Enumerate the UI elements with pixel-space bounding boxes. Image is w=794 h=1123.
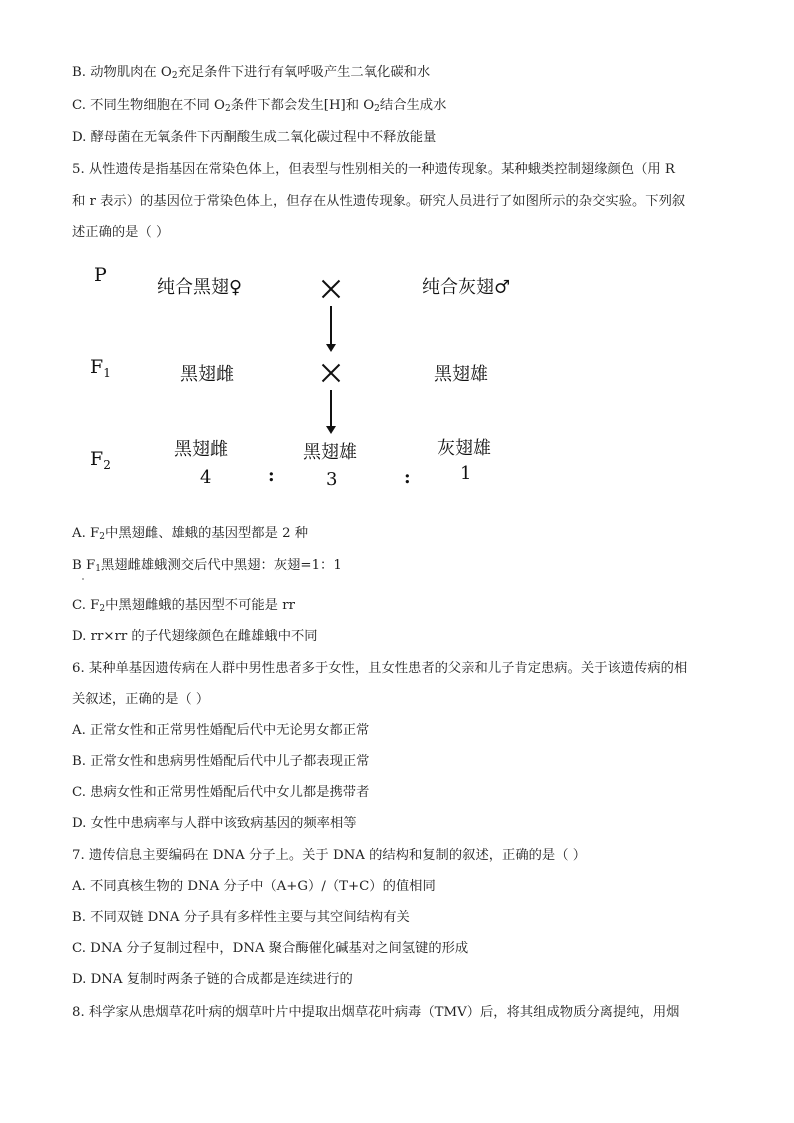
- arrow-down-1: [330, 306, 332, 346]
- question-7-option-c: C. DNA 分子复制过程中，DNA 聚合酶催化碱基对之间氢键的形成: [72, 941, 469, 956]
- question-7-option-a: A. 不同真核生物的 DNA 分子中（A+G）/（T+C）的值相同: [72, 879, 436, 894]
- question-5-stem-1: 5. 从性遗传是指基因在常染色体上，但表型与性别相关的一种遗传现象。某种蛾类控制翅缘颜色（用 R: [72, 162, 675, 177]
- question-5-option-d: D. rr×rr 的子代翅缘颜色在雌雄蛾中不同: [72, 629, 318, 644]
- ratio-value-a: 4: [200, 467, 212, 488]
- f2-black-male-label: 黑翅雄: [303, 442, 357, 463]
- f1-female-label: 黑翅雌: [180, 364, 234, 385]
- question-5-option-c: C. $F_2$中黑翅雌蛾的基因型不可能是 rr: [72, 598, 295, 614]
- cross-symbol-1: [321, 279, 341, 299]
- arrow-down-2: [330, 390, 332, 428]
- f2-grey-male-label: 灰翅雄: [437, 438, 491, 459]
- question-5-stem-3: 述正确的是（ ）: [72, 225, 170, 240]
- question-6-option-a: A. 正常女性和正常男性婚配后代中无论男女都正常: [72, 723, 370, 738]
- question-6-stem-2: 关叙述，正确的是（ ）: [72, 692, 210, 707]
- question-5-stem-2: 和 r 表示）的基因位于常染色体上，但存在从性遗传现象。研究人员进行了如图所示的杂交实验。下列叙: [72, 194, 686, 209]
- question-7-option-b: B. 不同双链 DNA 分子具有多样性主要与其空间结构有关: [72, 910, 410, 925]
- question-5-option-b: B $F_1$黑翅雌雄蛾测交后代中黑翅：灰翅=1：1: [72, 558, 342, 574]
- question-6-stem-1: 6. 某种单基因遗传病在人群中男性患者多于女性，且女性患者的父亲和儿子肯定患病。关于该遗传病的相: [72, 661, 688, 676]
- question-5-option-a: A. $F_2$中黑翅雌、雄蛾的基因型都是 2 种: [72, 526, 309, 542]
- option-d-line: D. 酵母菌在无氧条件下丙酮酸生成二氧化碳过程中不释放能量: [72, 130, 437, 145]
- question-8-stem: 8. 科学家从患烟草花叶病的烟草叶片中提取出烟草花叶病毒（TMV）后，将其组成物质分离提纯，用烟: [72, 1005, 680, 1020]
- ratio-colon-1: :: [268, 465, 275, 486]
- generation-f1-label: $F_1$: [90, 356, 111, 380]
- question-7-option-d: D. DNA 复制时两条子链的合成都是连续进行的: [72, 972, 353, 987]
- option-b-line: B. 动物肌肉在 $O_2$充足条件下进行有氧呼吸产生二氧化碳和水: [72, 65, 431, 81]
- ratio-colon-2: :: [404, 467, 411, 488]
- question-6-option-d: D. 女性中患病率与人群中该致病基因的频率相等: [72, 816, 357, 831]
- f1-male-label: 黑翅雄: [434, 364, 488, 385]
- option-c-line: C. 不同生物细胞在不同 $O_2$条件下都会发生[H]和 $O_2$结合生成水: [72, 98, 447, 114]
- stray-dot: [82, 578, 84, 580]
- question-6-option-c: C. 患病女性和正常男性婚配后代中女儿都是携带者: [72, 785, 370, 800]
- question-6-option-b: B. 正常女性和患病男性婚配后代中儿子都表现正常: [72, 754, 370, 769]
- generation-f2-label: $F_2$: [90, 448, 111, 472]
- question-7-stem: 7. 遗传信息主要编码在 DNA 分子上。关于 DNA 的结构和复制的叙述，正确的是（ ）: [72, 848, 587, 863]
- f2-black-female-label: 黑翅雌: [174, 439, 228, 460]
- ratio-value-c: 1: [460, 463, 472, 484]
- p-male-label: 纯合灰翅♂: [422, 277, 511, 298]
- cross-symbol-2: [321, 363, 341, 383]
- p-female-label: 纯合黑翅♀: [157, 277, 243, 298]
- generation-p-label: P: [94, 264, 107, 286]
- ratio-value-b: 3: [326, 469, 338, 490]
